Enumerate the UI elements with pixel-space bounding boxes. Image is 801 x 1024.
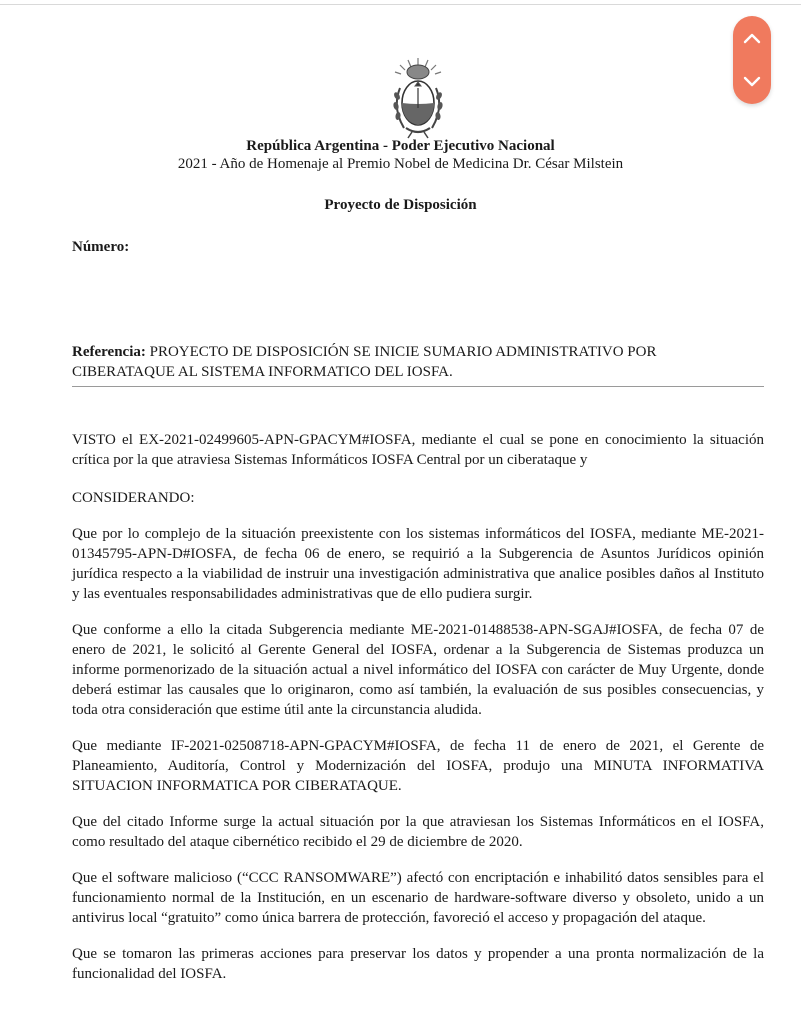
paragraph-considerando: CONSIDERANDO: [72, 490, 195, 506]
paragraph: Que conforme a ello la citada Subgerencia mediante ME-2021-01488538-APN-SGAJ#IOSFA, de fecha 07 de enero de 2021, le solicitó al Gerente General del IOSFA, ordenar a la Subgerencia de Sistemas produzca un informe pormenorizado de la situación actual a nivel informático del IOSFA con carácter de Muy Urgente, donde deberá estimar las causales que lo originaron, como así también, la evaluación de sus posibles consecuencias, y toda otra consideración que estime útil ante la circunstancia aludida. [72, 622, 764, 718]
paragraph: Que por lo complejo de la situación preexistente con los sistemas informáticos del IOSFA, mediante ME-2021-01345795-APN-D#IOSFA, de fecha 06 de enero, se requirió a la Subgerencia de Asuntos Jurídicos opinión jurídica respecto a la viabilidad de instruir una investigación administrativa que analice posibles daños al Instituto y las eventuales responsabilidades administrativas que de ello pudiera surgir. [72, 526, 764, 602]
top-divider [0, 4, 801, 5]
referencia-text: PROYECTO DE DISPOSICIÓN SE INICIE SUMARIO ADMINISTRATIVO POR CIBERATAQUE AL SISTEMA INFORMATICO DEL IOSFA. [72, 344, 657, 380]
paragraph: Que se tomaron las primeras acciones para preservar los datos y propender a una pronta normalización de la funcionalidad del IOSFA. [72, 946, 764, 982]
chevron-up-icon [743, 32, 761, 44]
coat-of-arms-emblem [388, 56, 448, 140]
referencia-block [72, 342, 712, 382]
page-navigation [733, 16, 771, 104]
paragraph: Que del citado Informe surge la actual situación por la que atraviesan los Sistemas Informáticos en el IOSFA, como resultado del ataque cibernético recibido el 29 de diciembre de 2020. [72, 814, 764, 850]
document-type-title: Proyecto de Disposición [324, 197, 477, 213]
chevron-down-icon [743, 76, 761, 88]
scroll-up-button[interactable] [733, 18, 771, 58]
document-body [72, 430, 764, 1000]
section-divider [72, 386, 764, 387]
paragraph-visto: VISTO el EX-2021-02499605-APN-GPACYM#IOSFA, mediante el cual se pone en conocimiento la situación crítica por la que atraviesa Sistemas Informáticos IOSFA Central por un ciberataque y [72, 432, 764, 468]
scroll-down-button[interactable] [733, 62, 771, 102]
document-header-title: República Argentina - Poder Ejecutivo Nacional [246, 138, 555, 154]
paragraph: Que mediante IF-2021-02508718-APN-GPACYM#IOSFA, de fecha 11 de enero de 2021, el Gerente de Planeamiento, Auditoría, Control y Modernización del IOSFA, produjo una MINUTA INFORMATIVA SITUACION INFORMATICA POR CIBERATAQUE. [72, 738, 764, 794]
numero-label: Número: [72, 239, 130, 255]
paragraph: Que el software malicioso (“CCC RANSOMWARE”) afectó con encriptación e inhabilitó datos sensibles para el funcionamiento normal de la Institución, en un escenario de hardware-software diverso y obsoleto, unido a un antivirus local “gratuito” como única barrera de protección, favoreció el acceso y propagación del ataque. [72, 870, 764, 926]
referencia-label: Referencia: [72, 344, 146, 360]
document-header-subtitle: 2021 - Año de Homenaje al Premio Nobel de Medicina Dr. César Milstein [177, 156, 624, 172]
